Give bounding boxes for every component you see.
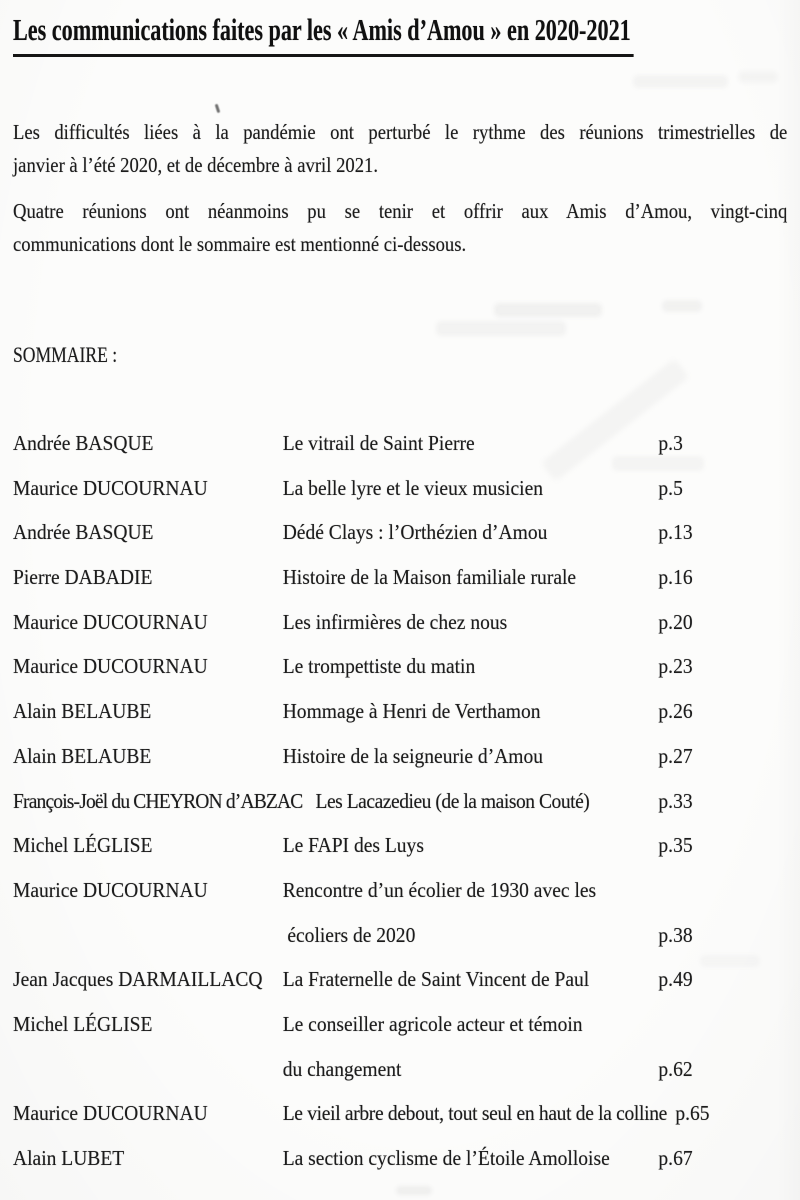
paragraph-line: Les difficultés liées à la pandémie ont perturbé le rythme des réunions trimestrielles de [13, 120, 788, 144]
toc-row [13, 876, 800, 921]
toc-page-number: p.3 [658, 431, 683, 455]
intro-paragraph-1 [13, 116, 787, 182]
toc-page-number: p.67 [658, 1146, 693, 1170]
toc-title: Hommage à Henri de Verthamon [282, 699, 541, 724]
toc-row [13, 787, 800, 832]
toc-title: La Fraternelle de Saint Vincent de Paul [282, 967, 590, 992]
toc-page-number: p.5 [658, 475, 683, 500]
toc-title: La section cyclisme de l’Étoile Amolloise [282, 1146, 610, 1170]
toc-title: Le FAPI des Luys [282, 833, 424, 858]
intro-paragraph-2 [13, 195, 787, 261]
toc-author: Alain BELAUBE [13, 699, 152, 724]
toc-author: Michel LÉGLISE [13, 1011, 153, 1036]
toc-title: Le vitrail de Saint Pierre [282, 431, 475, 455]
toc-row [13, 563, 800, 608]
toc-author: Jean Jacques DARMAILLACQ [13, 967, 263, 992]
toc-title: Histoire de la Maison familiale rurale [282, 565, 577, 590]
toc-row [13, 965, 800, 1010]
toc-row [13, 742, 800, 787]
toc-author: Andrée BASQUE [13, 520, 154, 545]
toc-page-number: p.33 [658, 788, 693, 813]
summary-heading: SOMMAIRE : [13, 342, 118, 367]
toc-author: Maurice DUCOURNAU [13, 654, 208, 679]
toc-page-number: p.27 [658, 743, 693, 768]
toc-author: Alain LUBET [13, 1146, 125, 1170]
toc-author: Alain BELAUBE [13, 743, 152, 768]
toc-row [13, 518, 800, 563]
toc-page-number: p.16 [658, 565, 693, 590]
toc-author: Maurice DUCOURNAU [13, 609, 208, 634]
toc-author: Maurice DUCOURNAU [13, 1101, 208, 1126]
scan-smudge-artifact [662, 300, 702, 312]
toc-author: François-Joël du CHEYRON d’ABZAC [13, 788, 303, 813]
toc-title: Rencontre d’un écolier de 1930 avec les [282, 877, 597, 902]
scan-smudge-artifact [494, 303, 602, 317]
toc-row [13, 921, 800, 966]
toc-author: Maurice DUCOURNAU [13, 475, 208, 500]
toc-title: Dédé Clays : l’Orthézien d’Amou [282, 520, 548, 545]
toc-page-number: p.26 [658, 699, 693, 724]
toc-page-number: p.65 [675, 1101, 710, 1126]
toc-row [13, 1144, 800, 1189]
toc-title: Les infirmières de chez nous [282, 609, 508, 634]
toc-title: Le trompettiste du matin [282, 654, 476, 679]
toc-row [13, 1010, 800, 1055]
toc-page-number: p.38 [658, 922, 693, 947]
scan-smudge-artifact [436, 321, 566, 336]
toc-row [13, 1099, 800, 1144]
toc-title: Les Lacazedieu (de la maison Couté) [315, 788, 590, 813]
toc-page-number: p.20 [658, 609, 693, 634]
scan-tick-artifact [215, 104, 220, 113]
toc-title: Le conseiller agricole acteur et témoin [282, 1011, 583, 1036]
toc-page-number: p.62 [658, 1056, 693, 1081]
scan-smudge-artifact [738, 71, 778, 83]
toc-page-number: p.13 [658, 520, 693, 545]
toc-row [13, 474, 800, 519]
toc-row [13, 697, 800, 742]
document-title: Les communications faites par les « Amis d’Amou » en 2020-2021 [13, 11, 634, 57]
toc-row [13, 1055, 800, 1100]
toc-page-number: p.23 [658, 654, 693, 679]
toc-author: Michel LÉGLISE [13, 833, 153, 858]
toc-row [13, 652, 800, 697]
toc-list [13, 429, 800, 1189]
toc-page-number: p.49 [658, 967, 693, 992]
toc-title: La belle lyre et le vieux musicien [282, 475, 543, 500]
toc-page-number: p.35 [658, 833, 693, 858]
toc-author: Maurice DUCOURNAU [13, 877, 208, 902]
toc-title: Histoire de la seigneurie d’Amou [282, 743, 544, 768]
paragraph-line: janvier à l’été 2020, et de décembre à avril 2021. [13, 153, 379, 177]
paragraph-line: Quatre réunions ont néanmoins pu se tenir et offrir aux Amis d’Amou, vingt-cinq [13, 199, 788, 223]
toc-row [13, 608, 800, 653]
toc-row [13, 429, 800, 474]
scan-smudge-artifact [633, 75, 728, 88]
toc-author: Andrée BASQUE [13, 431, 154, 455]
toc-row [13, 831, 800, 876]
toc-title: Le vieil arbre debout, tout seul en haut de la colline [282, 1101, 667, 1126]
toc-author: Pierre DABADIE [13, 565, 153, 590]
toc-title: écoliers de 2020 [287, 922, 416, 947]
paragraph-line: communications dont le sommaire est mentionné ci-dessous. [13, 232, 467, 256]
toc-title: du changement [282, 1056, 402, 1081]
